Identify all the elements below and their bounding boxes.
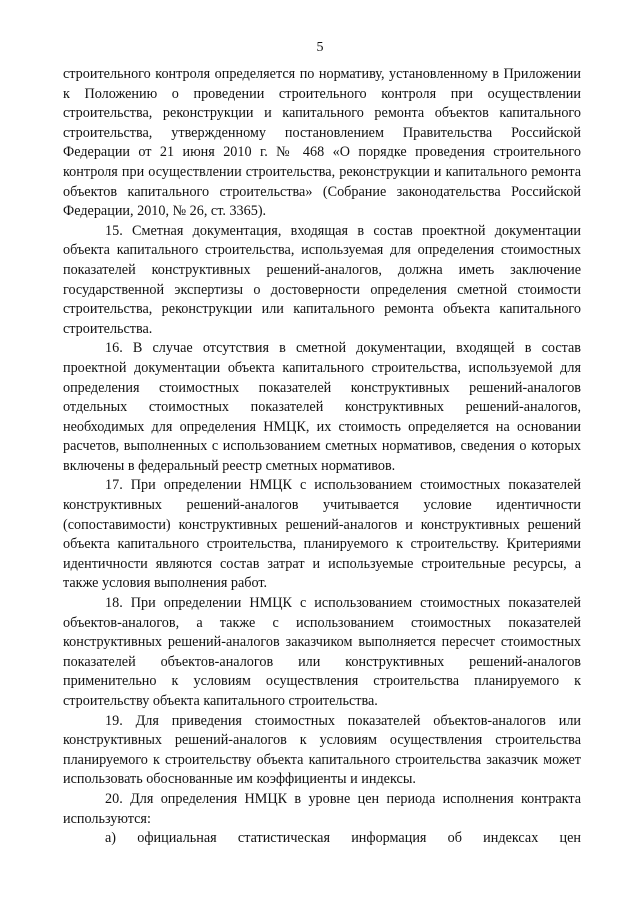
document-body — [63, 65, 581, 849]
paragraph-16: 16. В случае отсутствия в сметной документации, входящей в состав проектной документации объекта капитального строительства, используемой для определения стоимостных показателей конструктивных решений-аналогов отдельных стоимостных показателей конструктивных решений-аналогов, необходимых для определения НМЦК, их стоимость определяется на основании расчетов, выполненных с использованием сметных нормативов, сведения о которых включены в федеральный реестр сметных нормативов. — [63, 340, 581, 474]
paragraph-17: 17. При определении НМЦК с использованием стоимостных показателей конструктивных решений-аналогов учитывается условие идентичности (сопоставимости) конструктивных решений-аналогов и конструктивных решений объекта капитального строительства, планируемого к строительству. Критериями идентичности являются состав затрат и используемые строительные ресурсы, а также условия выполнения работ. — [63, 477, 581, 592]
paragraph-15: 15. Сметная документация, входящая в состав проектной документации объекта капитального строительства, используемая для определения стоимостных показателей конструктивных решений-аналогов, должна иметь заключение государственной экспертизы о достоверности определения сметной стоимости строительства, реконструкции или капитального ремонта объекта капитального строительства. — [63, 222, 581, 337]
paragraph-14-continuation: строительного контроля определяется по нормативу, установленному в Приложении к Положению о проведении строительного контроля при осуществлении строительства, реконструкции и капитального ремонта объектов капитального строительства, утвержденному постановлением Правительства Российской Федерации от 21 июня 2010 г. № 468 «О порядке проведения строительного контроля при осуществлении строительства, реконструкции и капитального ремонта объектов капитального строительства» (Собрание законодательства Российской Федерации, 2010, № 26, ст. 3365). — [63, 66, 581, 220]
paragraph-18: 18. При определении НМЦК с использованием стоимостных показателей объектов-аналогов, а также с использованием стоимостных показателей конструктивных решений-аналогов заказчиком выполняется пересчет стоимостных показателей объектов-аналогов или конструктивных решений-аналогов применительно к условиям осуществления строительства планируемого к строительству объекта капитального строительства. — [63, 595, 581, 709]
page-number: 5 — [316, 40, 324, 55]
paragraph-19: 19. Для приведения стоимостных показателей объектов-аналогов или конструктивных решений-аналогов к условиям осуществления строительства планируемого к строительству объекта капитального строительства заказчик может использовать обоснованные им коэффициенты и индексы. — [63, 712, 581, 788]
paragraph-20-item-a: а) официальная статистическая информация об индексах цен — [105, 830, 581, 847]
paragraph-20: 20. Для определения НМЦК в уровне цен периода исполнения контракта используются: — [63, 790, 581, 827]
